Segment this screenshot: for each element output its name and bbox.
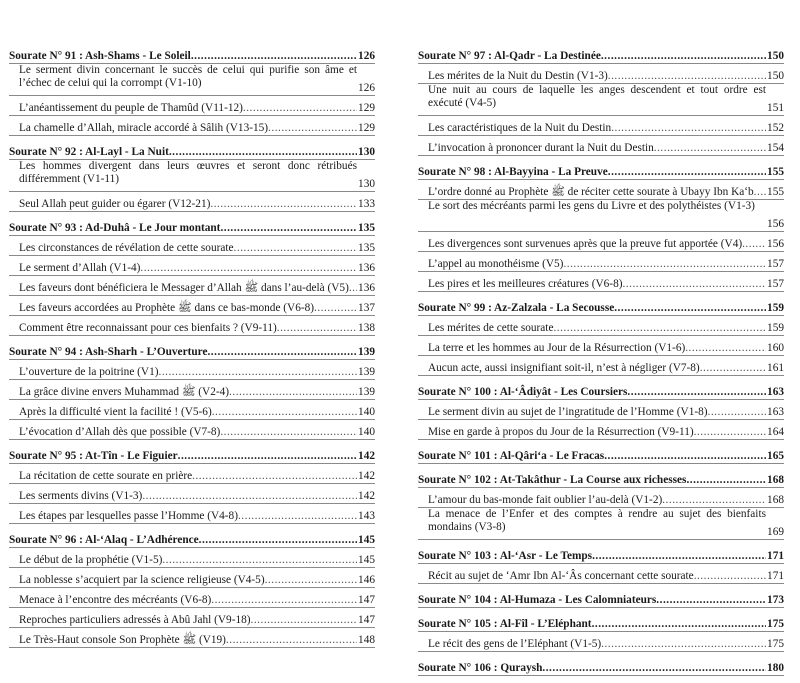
dot-leader <box>192 470 357 483</box>
page-number: 148 <box>358 634 375 646</box>
dot-leader <box>608 166 766 179</box>
dot-leader <box>178 450 357 463</box>
page-number: 156 <box>767 238 784 250</box>
page-number: 130 <box>358 178 375 190</box>
dot-leader <box>238 510 357 523</box>
page-number: 140 <box>358 406 375 418</box>
page-number: 175 <box>767 638 784 650</box>
dot-leader <box>622 278 766 291</box>
toc-subentry <box>9 96 375 116</box>
toc-subentry <box>418 136 784 156</box>
subentry-title: Le serment divin au sujet de l’ingratitude de l’Homme (V1-8) <box>428 406 708 418</box>
subentry-title: Seul Allah peut guider ou égarer (V12-21) <box>19 198 211 210</box>
subentry-title: Le Très-Haut console Son Prophète ﷺ (V19) <box>19 634 226 646</box>
dot-leader <box>220 426 357 439</box>
page-number: 155 <box>767 166 784 178</box>
dot-leader <box>220 222 357 235</box>
subentry-title: L’ouverture de la poitrine (V1) <box>19 366 159 378</box>
page-number: 139 <box>358 386 375 398</box>
section-title: Sourate N° 95 : At-Tîn - Le Figuier <box>9 450 178 462</box>
page-number: 139 <box>358 366 375 378</box>
dot-leader <box>592 618 766 631</box>
page-number: 157 <box>767 278 784 290</box>
subentry-title: L’appel au monothéisme (V5) <box>428 258 564 270</box>
dot-leader <box>700 362 766 375</box>
page-number: 157 <box>767 258 784 270</box>
section-title: Sourate N° 94 : Ash-Sharh - L’Ouverture <box>9 346 208 358</box>
section-title: Sourate N° 97 : Al-Qadr - La Destinée <box>418 50 601 62</box>
dot-leader <box>140 262 357 275</box>
page-number: 151 <box>767 102 784 114</box>
subentry-title: La chamelle d’Allah, miracle accordé à Sâlih (V13-15) <box>19 122 269 134</box>
toc-subentry <box>9 400 375 420</box>
toc-subentry <box>418 488 784 508</box>
toc-section-entry <box>418 584 784 608</box>
section-title: Sourate N° 93 : Ad-Duhâ - Le Jour montant <box>9 222 221 234</box>
page-number: 135 <box>358 242 375 254</box>
section-title: Sourate N° 100 : Al-‘Âdiyât - Les Coursiers <box>418 386 628 398</box>
dot-leader <box>685 342 766 355</box>
toc-subentry <box>418 84 784 116</box>
page-number: 139 <box>358 346 375 358</box>
toc-subentry <box>418 564 784 584</box>
subentry-title: L’ordre donné au Prophète ﷺ de réciter cette sourate à Ubayy Ibn Ka‘b <box>428 186 754 198</box>
dot-leader <box>686 474 766 487</box>
dot-leader <box>627 386 766 399</box>
subentry-title: L’anéantissement du peuple de Thamûd (V11-12) <box>19 102 243 114</box>
page-number: 168 <box>767 494 784 506</box>
page-number: 180 <box>767 662 784 674</box>
subentry-title: Une nuit au cours de laquelle les anges descendent et tout ordre est exécuté (V4-5) <box>428 84 766 109</box>
page-number: 173 <box>767 594 784 606</box>
dot-leader <box>614 302 766 315</box>
section-title: Sourate N° 102 : At-Takâthur - La Course aux richesses <box>418 474 687 486</box>
dot-leader <box>162 554 357 567</box>
toc-section-entry <box>418 440 784 464</box>
subentry-title: Les mérites de cette sourate <box>428 322 554 334</box>
subentry-title: La terre et les hommes au Jour de la Résurrection (V1-6) <box>428 342 686 354</box>
page-number: 159 <box>767 322 784 334</box>
dot-leader <box>656 594 766 607</box>
toc-subentry <box>9 192 375 212</box>
subentry-title: Récit au sujet de ‘Amr Ibn Al-‘Âs concernant cette sourate <box>428 570 694 582</box>
page-number: 163 <box>767 386 784 398</box>
dot-leader <box>694 426 766 439</box>
toc-section-entry <box>9 136 375 160</box>
section-title: Sourate N° 104 : Al-Humaza - Les Calomniateurs <box>418 594 657 606</box>
toc-section-entry <box>9 440 375 464</box>
subentry-title: La récitation de cette sourate en prière <box>19 470 193 482</box>
toc-subentry <box>418 200 784 232</box>
subentry-title: Les étapes par lesquelles passe l’Homme (V4-8) <box>19 510 238 522</box>
dot-leader <box>142 490 357 503</box>
section-title: Sourate N° 103 : Al-‘Asr - Le Temps <box>418 550 593 562</box>
dot-leader <box>742 238 766 251</box>
page-number: 142 <box>358 450 375 462</box>
dot-leader <box>349 282 357 295</box>
page-number: 160 <box>767 342 784 354</box>
page-number: 156 <box>767 218 784 230</box>
toc-subentry <box>9 420 375 440</box>
section-title: Sourate N° 91 : Ash-Shams - Le Soleil <box>9 50 191 62</box>
toc-subentry <box>9 276 375 296</box>
dot-leader <box>608 70 766 83</box>
page-number: 154 <box>767 142 784 154</box>
page-number: 165 <box>767 450 784 462</box>
toc-section-entry <box>9 212 375 236</box>
page-number: 150 <box>767 70 784 82</box>
toc-subentry <box>418 420 784 440</box>
page-number: 126 <box>358 82 375 94</box>
subentry-title: Les pires et les meilleures créatures (V6-8) <box>428 278 623 290</box>
subentry-title: Le serment d’Allah (V1-4) <box>19 262 141 274</box>
subentry-title: L’invocation à prononcer durant la Nuit du Destin <box>428 142 654 154</box>
dot-leader <box>210 198 357 211</box>
dot-leader <box>199 534 357 547</box>
page-number: 130 <box>358 146 375 158</box>
toc-subentry <box>418 356 784 376</box>
toc-subentry <box>9 316 375 336</box>
subentry-title: La noblesse s’acquiert par la science religieuse (V4-5) <box>19 574 265 586</box>
dot-leader <box>662 494 766 507</box>
dot-leader <box>207 346 357 359</box>
toc-subentry <box>9 296 375 316</box>
subentry-title: Après la difficulté vient la facilité ! (V5-6) <box>19 406 212 418</box>
subentry-title: La menace de l’Enfer et des comptes à rendre au sujet des bienfaits mondains (V3-8) <box>428 508 766 533</box>
dot-leader <box>251 614 358 627</box>
toc-section-entry <box>418 608 784 632</box>
subentry-title: Les faveurs dont bénéficiera le Messager d’Allah ﷺ dans l’au-delà (V5) <box>19 282 349 294</box>
page-number: 145 <box>358 534 375 546</box>
toc-section-entry <box>418 376 784 400</box>
subentry-title: Les caractéristiques de la Nuit du Destin <box>428 122 612 134</box>
section-title: Sourate N° 101 : Al-Qâri‘a - Le Fracas <box>418 450 605 462</box>
page-number: 129 <box>358 102 375 114</box>
page-number: 137 <box>358 302 375 314</box>
dot-leader <box>563 258 766 271</box>
page-number: 140 <box>358 426 375 438</box>
toc-section-entry <box>418 292 784 316</box>
page-number: 169 <box>767 526 784 538</box>
toc-subentry <box>418 316 784 336</box>
page-number: 147 <box>358 614 375 626</box>
dot-leader <box>754 186 766 199</box>
subentry-title: L’évocation d’Allah dès que possible (V7-8) <box>19 426 221 438</box>
page-number: 142 <box>358 490 375 502</box>
toc-subentry <box>9 588 375 608</box>
subentry-title: Les mérites de la Nuit du Destin (V1-3) <box>428 70 608 82</box>
toc-subentry <box>418 400 784 420</box>
dot-leader <box>191 50 357 63</box>
subentry-title: Reproches particuliers adressés à Abû Jahl (V9-18) <box>19 614 251 626</box>
subentry-title: Le serment divin concernant le succès de celui qui purifie son âme et l’échec de celui qui la corrompt (V1-10) <box>19 64 357 89</box>
toc-subentry <box>9 504 375 524</box>
page-number: 161 <box>767 362 784 374</box>
subentry-title: Menace à l’encontre des mécréants (V6-8) <box>19 594 212 606</box>
page-number: 159 <box>767 302 784 314</box>
dot-leader <box>243 102 357 115</box>
page-number: 146 <box>358 574 375 586</box>
dot-leader <box>169 146 357 159</box>
page-number: 129 <box>358 122 375 134</box>
toc-subentry <box>418 272 784 292</box>
subentry-title: Comment être reconnaissant pour ces bienfaits ? (V9-11) <box>19 322 277 334</box>
toc-subentry <box>9 64 375 96</box>
dot-leader <box>708 406 767 419</box>
dot-leader <box>611 122 766 135</box>
page-number: 143 <box>358 510 375 522</box>
page-number: 147 <box>358 594 375 606</box>
toc-section-entry <box>9 524 375 548</box>
toc-subentry <box>9 256 375 276</box>
toc-subentry <box>418 336 784 356</box>
dot-leader <box>229 386 357 399</box>
subentry-title: Le récit des gens de l’Eléphant (V1-5) <box>428 638 602 650</box>
dot-leader <box>604 450 766 463</box>
dot-leader <box>226 634 357 647</box>
toc-subentry <box>418 232 784 252</box>
toc-subentry <box>418 508 784 540</box>
dot-leader <box>542 662 766 675</box>
subentry-title: Le début de la prophétie (V1-5) <box>19 554 163 566</box>
toc-section-entry <box>418 464 784 488</box>
subentry-title: La grâce divine envers Muhammad ﷺ (V2-4) <box>19 386 230 398</box>
section-title: Sourate N° 98 : Al-Bayyina - La Preuve <box>418 166 608 178</box>
section-title: Sourate N° 106 : Quraysh <box>418 662 543 674</box>
subentry-title: Les circonstances de révélation de cette sourate <box>19 242 234 254</box>
page-number: 155 <box>767 186 784 198</box>
page-number: 135 <box>358 222 375 234</box>
page-number: 142 <box>358 470 375 482</box>
page-number: 145 <box>358 554 375 566</box>
page-number: 136 <box>358 282 375 294</box>
subentry-title: Mise en garde à propos du Jour de la Résurrection (V9-11) <box>428 426 694 438</box>
page-number: 133 <box>358 198 375 210</box>
page-number: 175 <box>767 618 784 630</box>
dot-leader <box>654 142 766 155</box>
page-number: 126 <box>358 50 375 62</box>
dot-leader <box>277 322 357 335</box>
section-title: Sourate N° 92 : Al-Layl - La Nuit <box>9 146 169 158</box>
toc-subentry <box>418 632 784 652</box>
subentry-title: Les hommes divergent dans leurs œuvres et seront donc rétribués différemment (V1-11) <box>19 160 357 185</box>
toc-section-entry <box>418 652 784 676</box>
dot-leader <box>601 638 766 651</box>
dot-leader <box>212 406 357 419</box>
toc-subentry <box>418 252 784 272</box>
toc-column-left <box>9 40 375 648</box>
toc-subentry <box>418 180 784 200</box>
page-number: 171 <box>767 550 784 562</box>
dot-leader <box>159 366 358 379</box>
subentry-title: L’amour du bas-monde fait oublier l’au-delà (V1-2) <box>428 494 663 506</box>
page-number: 136 <box>358 262 375 274</box>
dot-leader <box>601 50 766 63</box>
subentry-title: Aucun acte, aussi insignifiant soit-il, n’est à négliger (V7-8) <box>428 362 700 374</box>
toc-section-entry <box>418 40 784 64</box>
toc-column-right <box>418 40 784 676</box>
toc-subentry <box>9 380 375 400</box>
toc-subentry <box>418 116 784 136</box>
dot-leader <box>592 550 766 563</box>
toc-subentry <box>9 160 375 192</box>
toc-section-entry <box>418 540 784 564</box>
toc-subentry <box>9 608 375 628</box>
subentry-title: Les faveurs accordées au Prophète ﷺ dans ce bas-monde (V6-8) <box>19 302 315 314</box>
page-number: 164 <box>767 426 784 438</box>
page-number: 171 <box>767 570 784 582</box>
dot-leader <box>553 322 766 335</box>
toc-section-entry <box>9 40 375 64</box>
subentry-title: Le sort des mécréants parmi les gens du Livre et des polythéistes (V1-3) <box>428 200 755 212</box>
toc-subentry <box>9 464 375 484</box>
dot-leader <box>211 594 357 607</box>
toc-subentry <box>9 548 375 568</box>
page-number: 168 <box>767 474 784 486</box>
toc-subentry <box>9 116 375 136</box>
toc-subentry <box>9 568 375 588</box>
toc-subentry <box>418 64 784 84</box>
page-number: 163 <box>767 406 784 418</box>
page-number: 152 <box>767 122 784 134</box>
dot-leader <box>314 302 357 315</box>
toc-section-entry <box>9 336 375 360</box>
subentry-title: Les divergences sont survenues après que la preuve fut apportée (V4) <box>428 238 743 250</box>
dot-leader <box>265 574 357 587</box>
toc-section-entry <box>418 156 784 180</box>
dot-leader <box>234 242 358 255</box>
page-number: 150 <box>767 50 784 62</box>
section-title: Sourate N° 96 : Al-‘Alaq - L’Adhérence <box>9 534 199 546</box>
toc-subentry <box>9 628 375 648</box>
page-number: 138 <box>358 322 375 334</box>
toc-subentry <box>9 484 375 504</box>
section-title: Sourate N° 105 : Al-Fîl - L’Eléphant <box>418 618 592 630</box>
section-title: Sourate N° 99 : Az-Zalzala - La Secousse <box>418 302 615 314</box>
toc-subentry <box>9 360 375 380</box>
subentry-title: Les serments divins (V1-3) <box>19 490 143 502</box>
toc-subentry <box>9 236 375 256</box>
dot-leader <box>694 570 766 583</box>
dot-leader <box>268 122 357 135</box>
